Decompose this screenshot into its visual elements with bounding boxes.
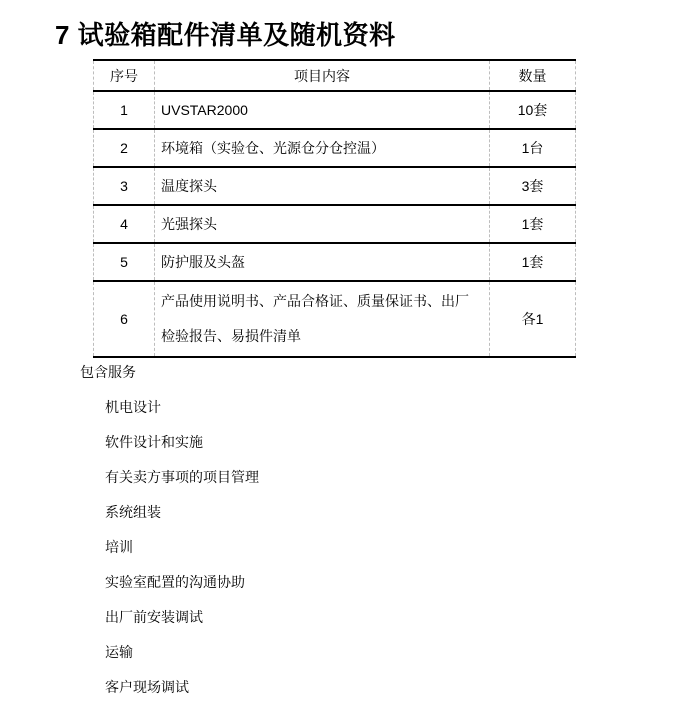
col-header-qty: 数量 [490,60,576,91]
col-header-item: 项目内容 [155,60,490,91]
table-row [94,205,576,243]
row-item: 环境箱（实验仓、光源仓分仓控温） [155,129,490,167]
row-item: UVSTAR2000 [155,91,490,129]
service-item: 实验室配置的沟通协助 [105,574,245,590]
row-index: 1 [94,91,155,129]
table-row [94,167,576,205]
service-item: 客户现场调试 [105,679,189,695]
row-item: 温度探头 [155,167,490,205]
table-row [94,129,576,167]
section-heading: 7 试验箱配件清单及随机资料 [55,20,396,50]
row-index: 6 [94,281,155,357]
table-header-row [94,60,576,91]
row-qty: 各1 [490,281,576,357]
row-index: 4 [94,205,155,243]
table-row [94,281,576,357]
service-item: 有关卖方事项的项目管理 [105,469,259,485]
service-item: 系统组装 [105,504,161,520]
col-header-index: 序号 [94,60,155,91]
service-item: 软件设计和实施 [105,434,203,450]
row-qty: 3套 [490,167,576,205]
services-title: 包含服务 [80,364,136,380]
included-services-section [0,355,676,705]
row-qty: 1套 [490,243,576,281]
accessories-table [93,59,576,358]
row-item: 光强探头 [155,205,490,243]
row-index: 5 [94,243,155,281]
service-item: 培训 [105,539,133,555]
row-qty: 10套 [490,91,576,129]
row-qty: 1台 [490,129,576,167]
table-row [94,91,576,129]
service-item: 出厂前安装调试 [105,609,203,625]
service-item: 运输 [105,644,133,660]
row-index: 2 [94,129,155,167]
row-index: 3 [94,167,155,205]
table-row [94,243,576,281]
row-item: 产品使用说明书、产品合格证、质量保证书、出厂检验报告、易损件清单 [155,281,490,357]
row-item: 防护服及头盔 [155,243,490,281]
row-qty: 1套 [490,205,576,243]
service-item: 机电设计 [105,399,161,415]
